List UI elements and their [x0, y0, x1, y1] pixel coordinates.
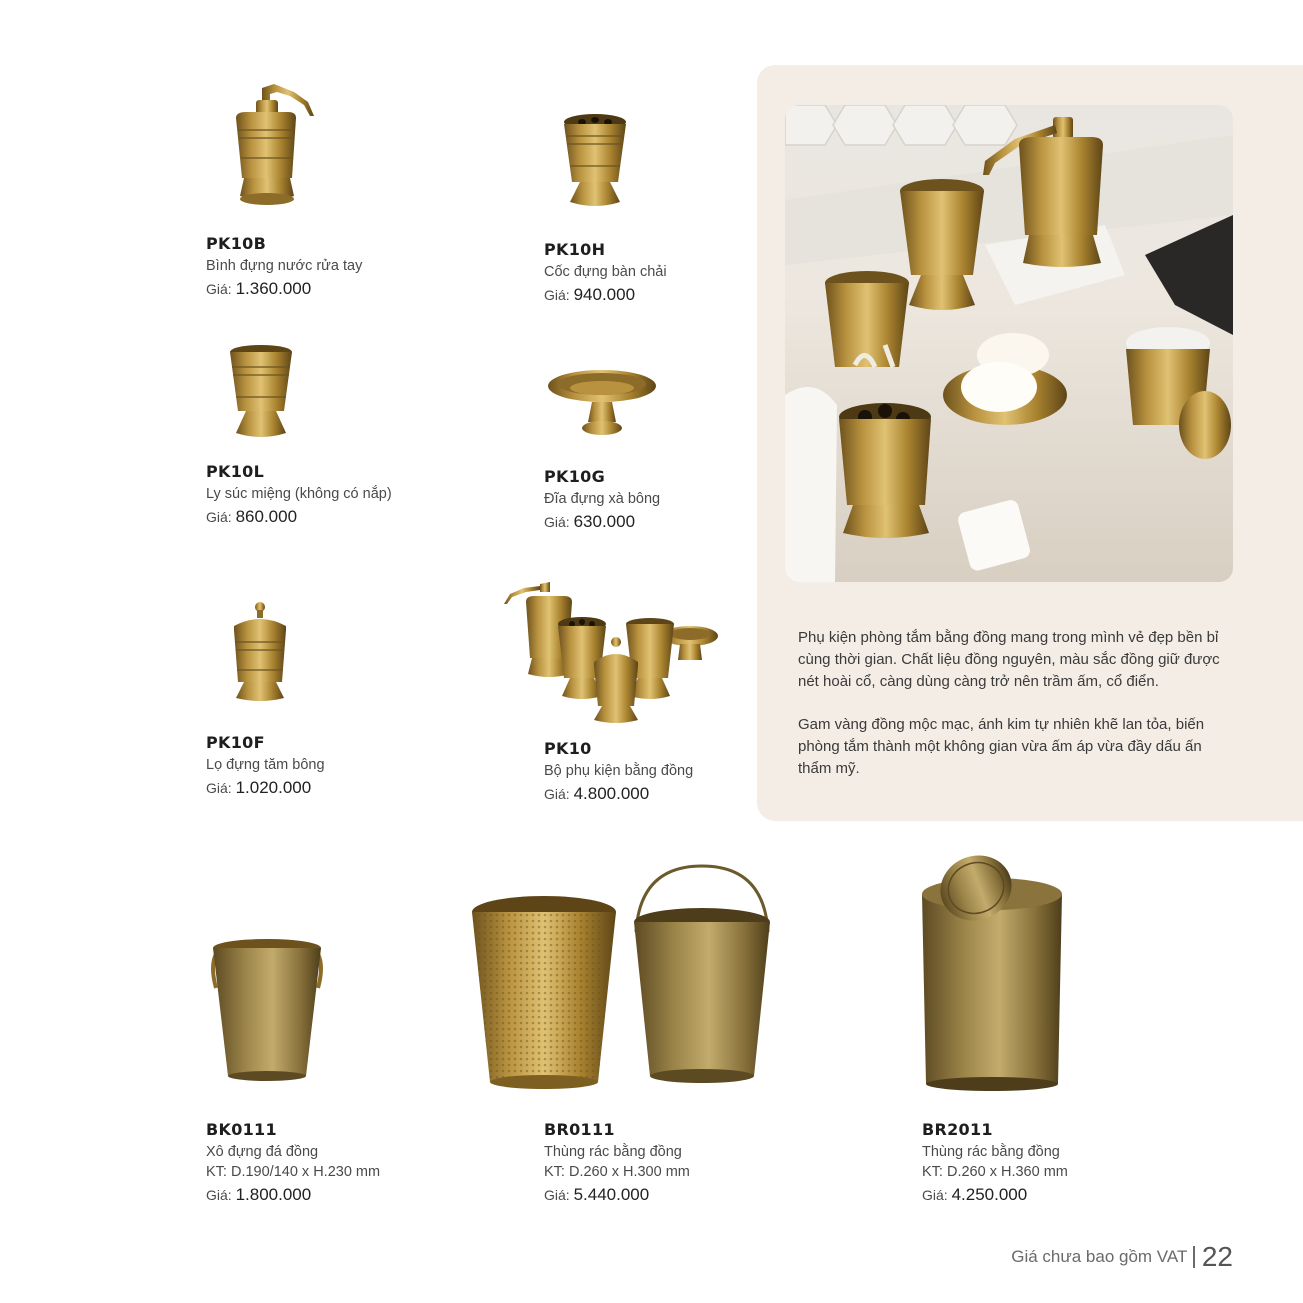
ice-bucket-image: [208, 936, 326, 1084]
lifestyle-photo: [785, 105, 1233, 582]
product-code: BK0111: [206, 1120, 277, 1139]
product-code: BR0111: [544, 1120, 615, 1139]
product-code: PK10G: [544, 467, 606, 486]
product-name: Bình đựng nước rửa tay: [206, 258, 363, 274]
description-paragraph: Gam vàng đồng mộc mạc, ánh kim tự nhiên khẽ lan tỏa, biến phòng tắm thành một không gian vừa ấm áp vừa đầy dấu ấn thẩm mỹ.: [798, 716, 1205, 777]
product-price: Giá: 860.000: [206, 507, 298, 526]
product-name: Thùng rác bằng đồng: [544, 1144, 682, 1160]
product-price: Giá: 940.000: [544, 285, 636, 304]
page-number: 22: [1201, 1241, 1233, 1272]
vat-note: Giá chưa bao gồm VAT: [1011, 1247, 1188, 1266]
product-name: Xô đựng đá đồng: [206, 1144, 319, 1160]
product-name: Ly súc miệng (không có nắp): [206, 486, 392, 502]
product-dimensions: KT: D.260 x H.300 mm: [544, 1164, 690, 1180]
bathroom-scene-image: [785, 105, 1233, 582]
product-code: PK10L: [206, 462, 265, 481]
footer-divider: [1193, 1246, 1195, 1268]
swing-bin-image: [920, 854, 1064, 1094]
toothbrush-holder-image: [556, 110, 636, 215]
description: [798, 627, 1228, 801]
description-paragraph: Phụ kiện phòng tắm bằng đồng mang trong mình vẻ đẹp bền bỉ cùng thời gian. Chất liệu đồng nguyên, màu sắc đồng giữ được nét hoài cổ, càng dùng càng trở nên trầm ấm, cổ điển.: [798, 629, 1220, 690]
product-name: Thùng rác bằng đồng: [922, 1144, 1060, 1160]
waste-bins-image: [470, 864, 770, 1094]
product-dimensions: KT: D.260 x H.360 mm: [922, 1164, 1068, 1180]
product-code: PK10F: [206, 733, 265, 752]
product-price: Giá: 5.440.000: [544, 1185, 650, 1204]
product-price: Giá: 1.800.000: [206, 1185, 312, 1204]
soap-dispenser-image: [222, 78, 322, 213]
product-price: Giá: 1.360.000: [206, 279, 312, 298]
product-price: Giá: 630.000: [544, 512, 636, 531]
cotton-jar-image: [228, 600, 294, 705]
product-price: Giá: 4.250.000: [922, 1185, 1028, 1204]
product-name: Lọ đựng tăm bông: [206, 757, 325, 773]
product-name: Bộ phụ kiện bằng đồng: [544, 763, 694, 779]
product-name: Đĩa đựng xà bông: [544, 491, 661, 507]
product-code: BR2011: [922, 1120, 993, 1139]
cup-image: [226, 343, 298, 443]
page-footer: [1011, 1241, 1233, 1273]
product-dimensions: KT: D.190/140 x H.230 mm: [206, 1164, 381, 1180]
accessory-set-image: [500, 578, 720, 728]
product-code: PK10: [544, 739, 592, 758]
soap-dish-image: [546, 368, 658, 440]
product-name: Cốc đựng bàn chải: [544, 264, 667, 280]
product-code: PK10B: [206, 234, 267, 253]
product-code: PK10H: [544, 240, 606, 259]
product-price: Giá: 1.020.000: [206, 778, 312, 797]
product-price: Giá: 4.800.000: [544, 784, 650, 803]
